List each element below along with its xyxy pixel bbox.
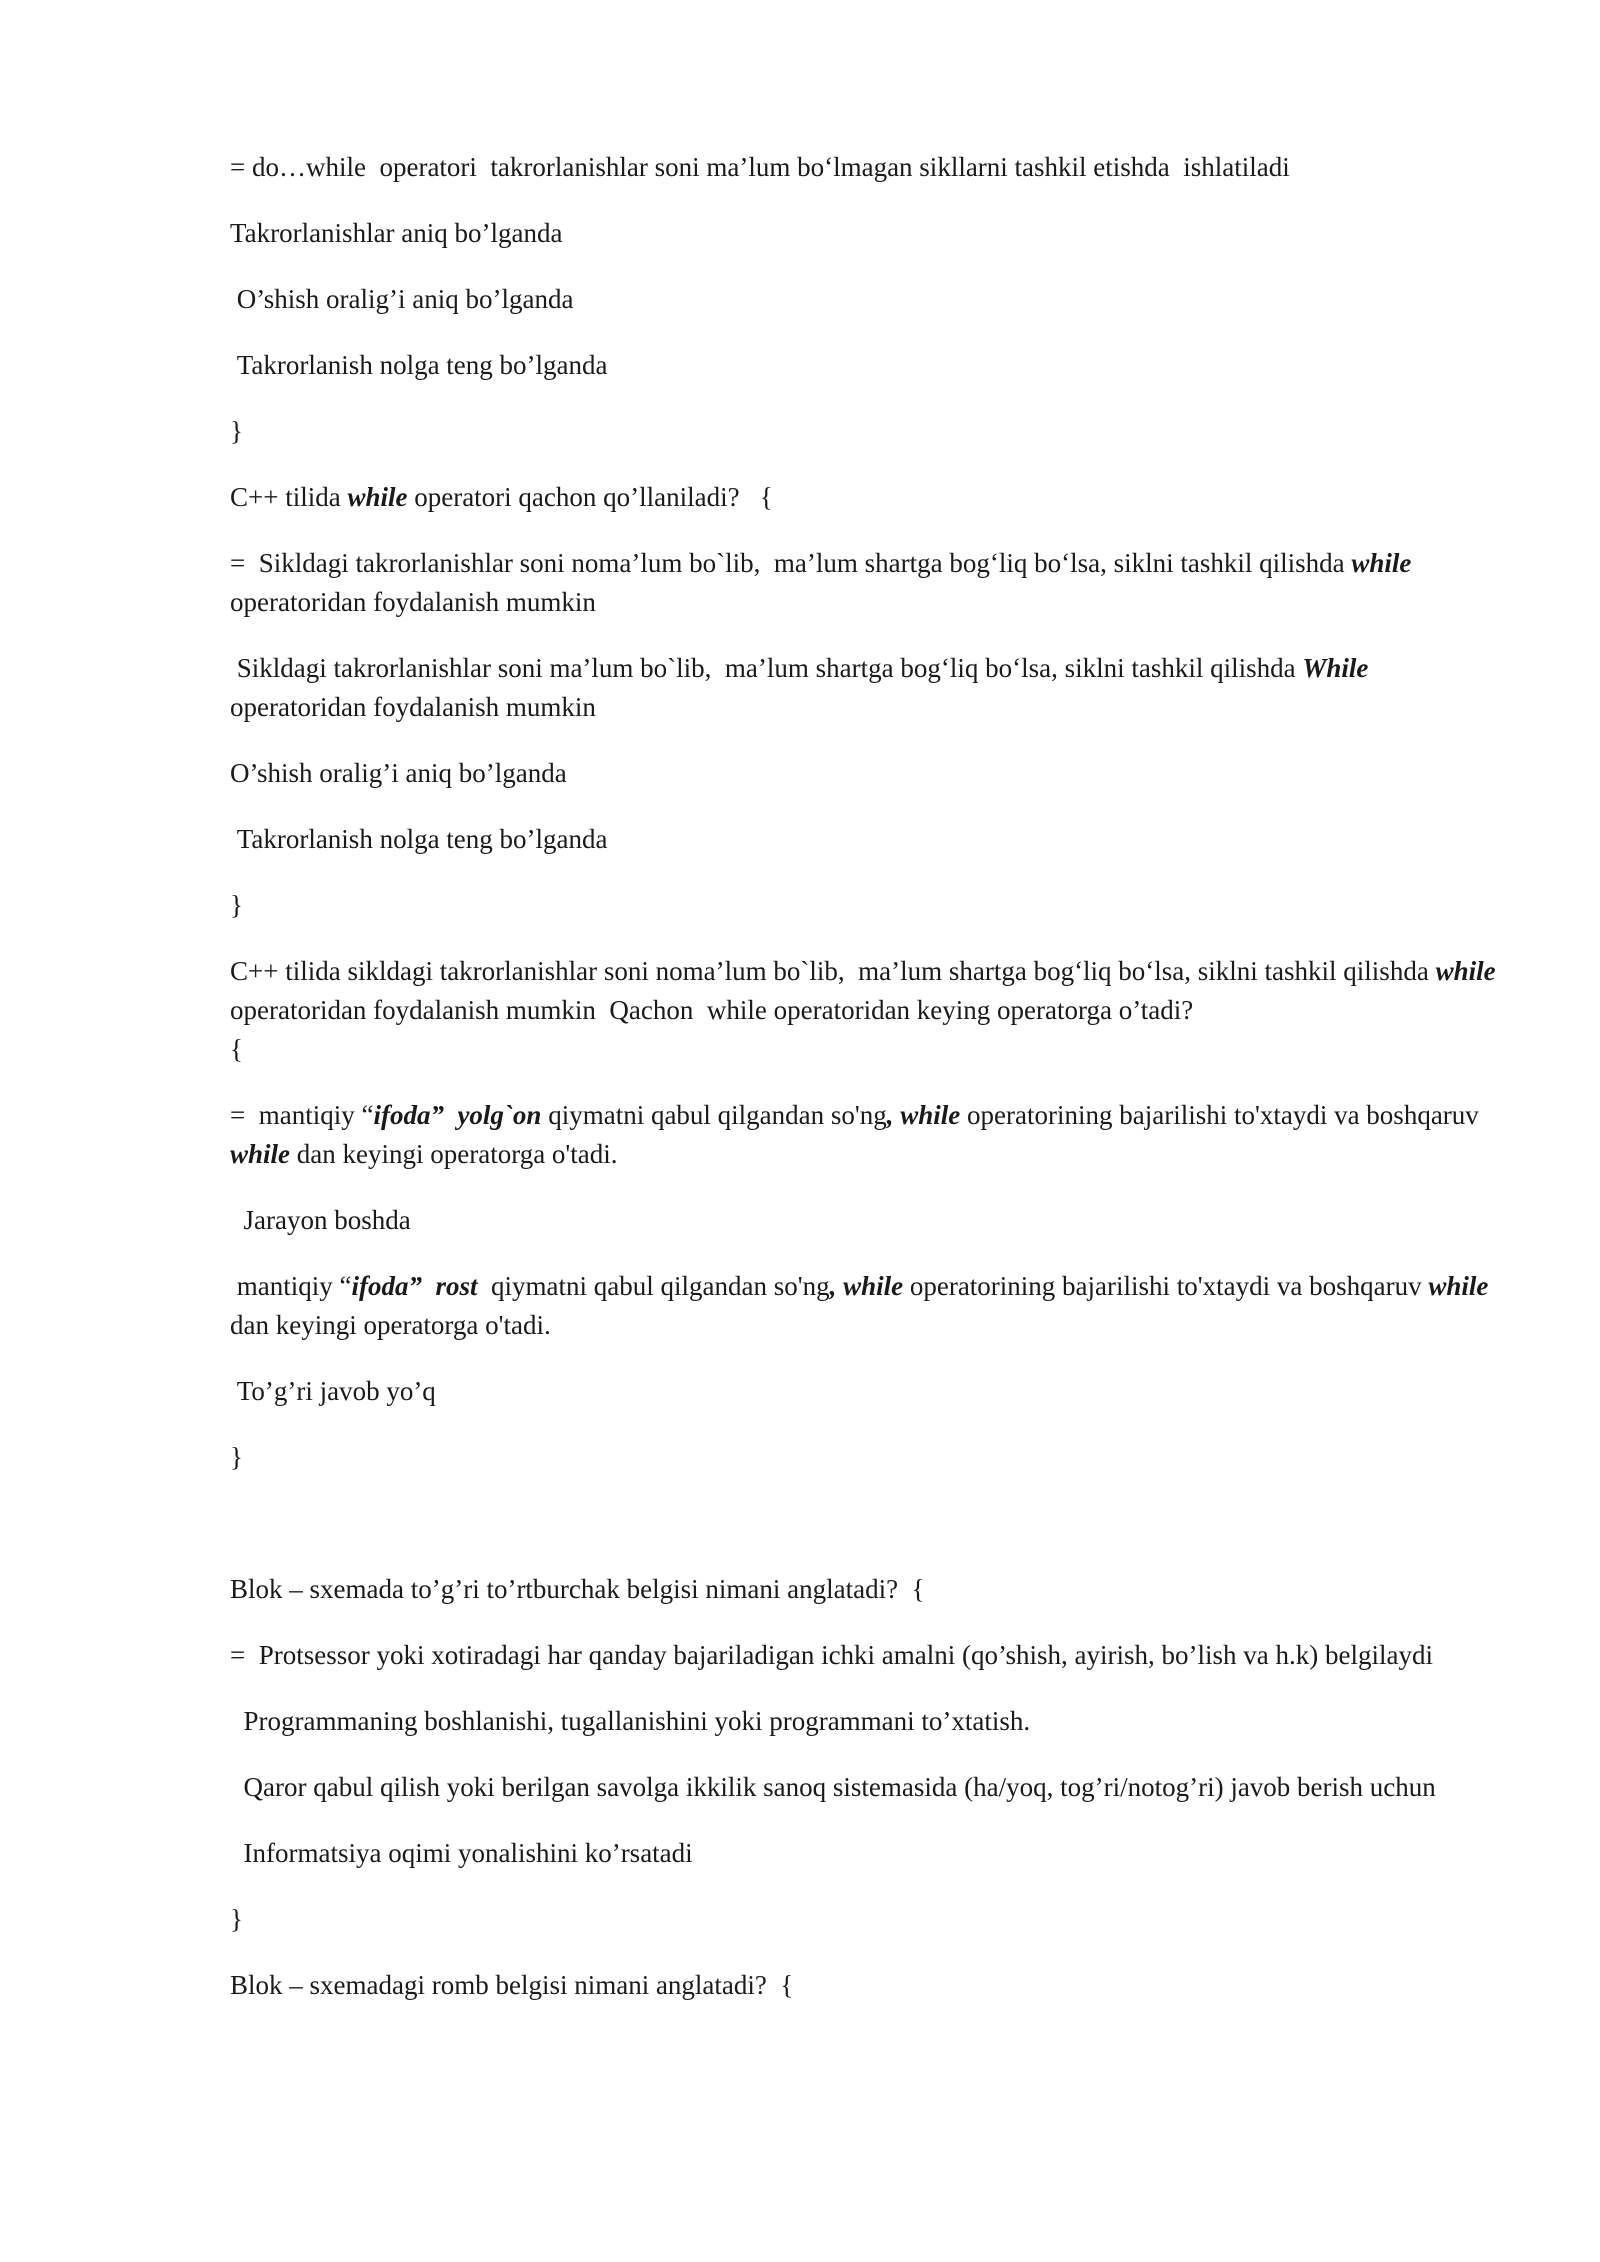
answer-option: Informatsiya oqimi yonalishini ko’rsatadi [230,1838,693,1868]
answer-option: To’g’ri javob yo’q [230,1376,436,1406]
answer-option: O’shish oralig’i aniq bo’lganda [230,284,574,314]
answer-option: Takrorlanish nolga teng bo’lganda [230,350,608,380]
answer-option: Qaror qabul qilish yoki berilgan savolga ikkilik sanoq sistemasida (ha/yoq, tog’ri/notog’ri) javob berish uchun [230,1772,1436,1802]
answer-option: Jarayon boshda [230,1205,411,1235]
answer-correct: = mantiqiy “ifoda” yolg`on qiymatni qabul qilgandan so'ng, while operatorining bajarilishi to'xtaydi va boshqaruv while dan keyingi operatorga o'tadi. [230,1100,1486,1169]
document-page [230,148,1503,2032]
answer-option: mantiqiy “ifoda” rost qiymatni qabul qilgandan so'ng, while operatorining bajarilishi to'xtaydi va boshqaruv while dan keyingi operatorga o'tadi. [230,1271,1496,1340]
closing-brace: } [230,1904,243,1934]
answer-option: Sikldagi takrorlanishlar soni ma’lum bo`lib, ma’lum shartga bog‘liq bo‘lsa, siklni tashkil qilishda While operatoridan foydalanish mumkin [230,653,1376,722]
answer-correct: = Protsessor yoki xotiradagi har qanday bajariladigan ichki amalni (qo’shish, ayirish, bo’lish va h.k) belgilaydi [230,1640,1433,1670]
answer-option: Takrorlanish nolga teng bo’lganda [230,824,608,854]
question-text: C++ tilida while operatori qachon qo’llaniladi? { [230,482,773,512]
spacer [230,1504,1500,1570]
answer-correct: = Sikldagi takrorlanishlar soni noma’lum bo`lib, ma’lum shartga bog‘liq bo‘lsa, siklni tashkil qilishda while operatoridan foydalanish mumkin [230,548,1419,617]
answer-option: O’shish oralig’i aniq bo’lganda [230,758,567,788]
closing-brace: } [230,1442,243,1472]
closing-brace: } [230,416,243,446]
question-text: C++ tilida sikldagi takrorlanishlar soni noma’lum bo`lib, ma’lum shartga bog‘liq bo‘lsa, siklni tashkil qilishda while operatoridan foydalanish mumkin Qachon while operatoridan keying operatorga o’tadi? { [230,956,1503,1064]
question-text: Blok – sxemadagi romb belgisi nimani anglatadi? { [230,1970,794,2000]
answer-option: Programmaning boshlanishi, tugallanishini yoki programmani to’xtatish. [230,1706,1031,1736]
answer-correct: = do…while operatori takrorlanishlar soni ma’lum bo‘lmagan sikllarni tashkil etishda ishlatiladi [230,152,1290,182]
answer-option: Takrorlanishlar aniq bo’lganda [230,218,563,248]
question-text: Blok – sxemada to’g’ri to’rtburchak belgisi nimani anglatadi? { [230,1574,925,1604]
closing-brace: } [230,890,243,920]
